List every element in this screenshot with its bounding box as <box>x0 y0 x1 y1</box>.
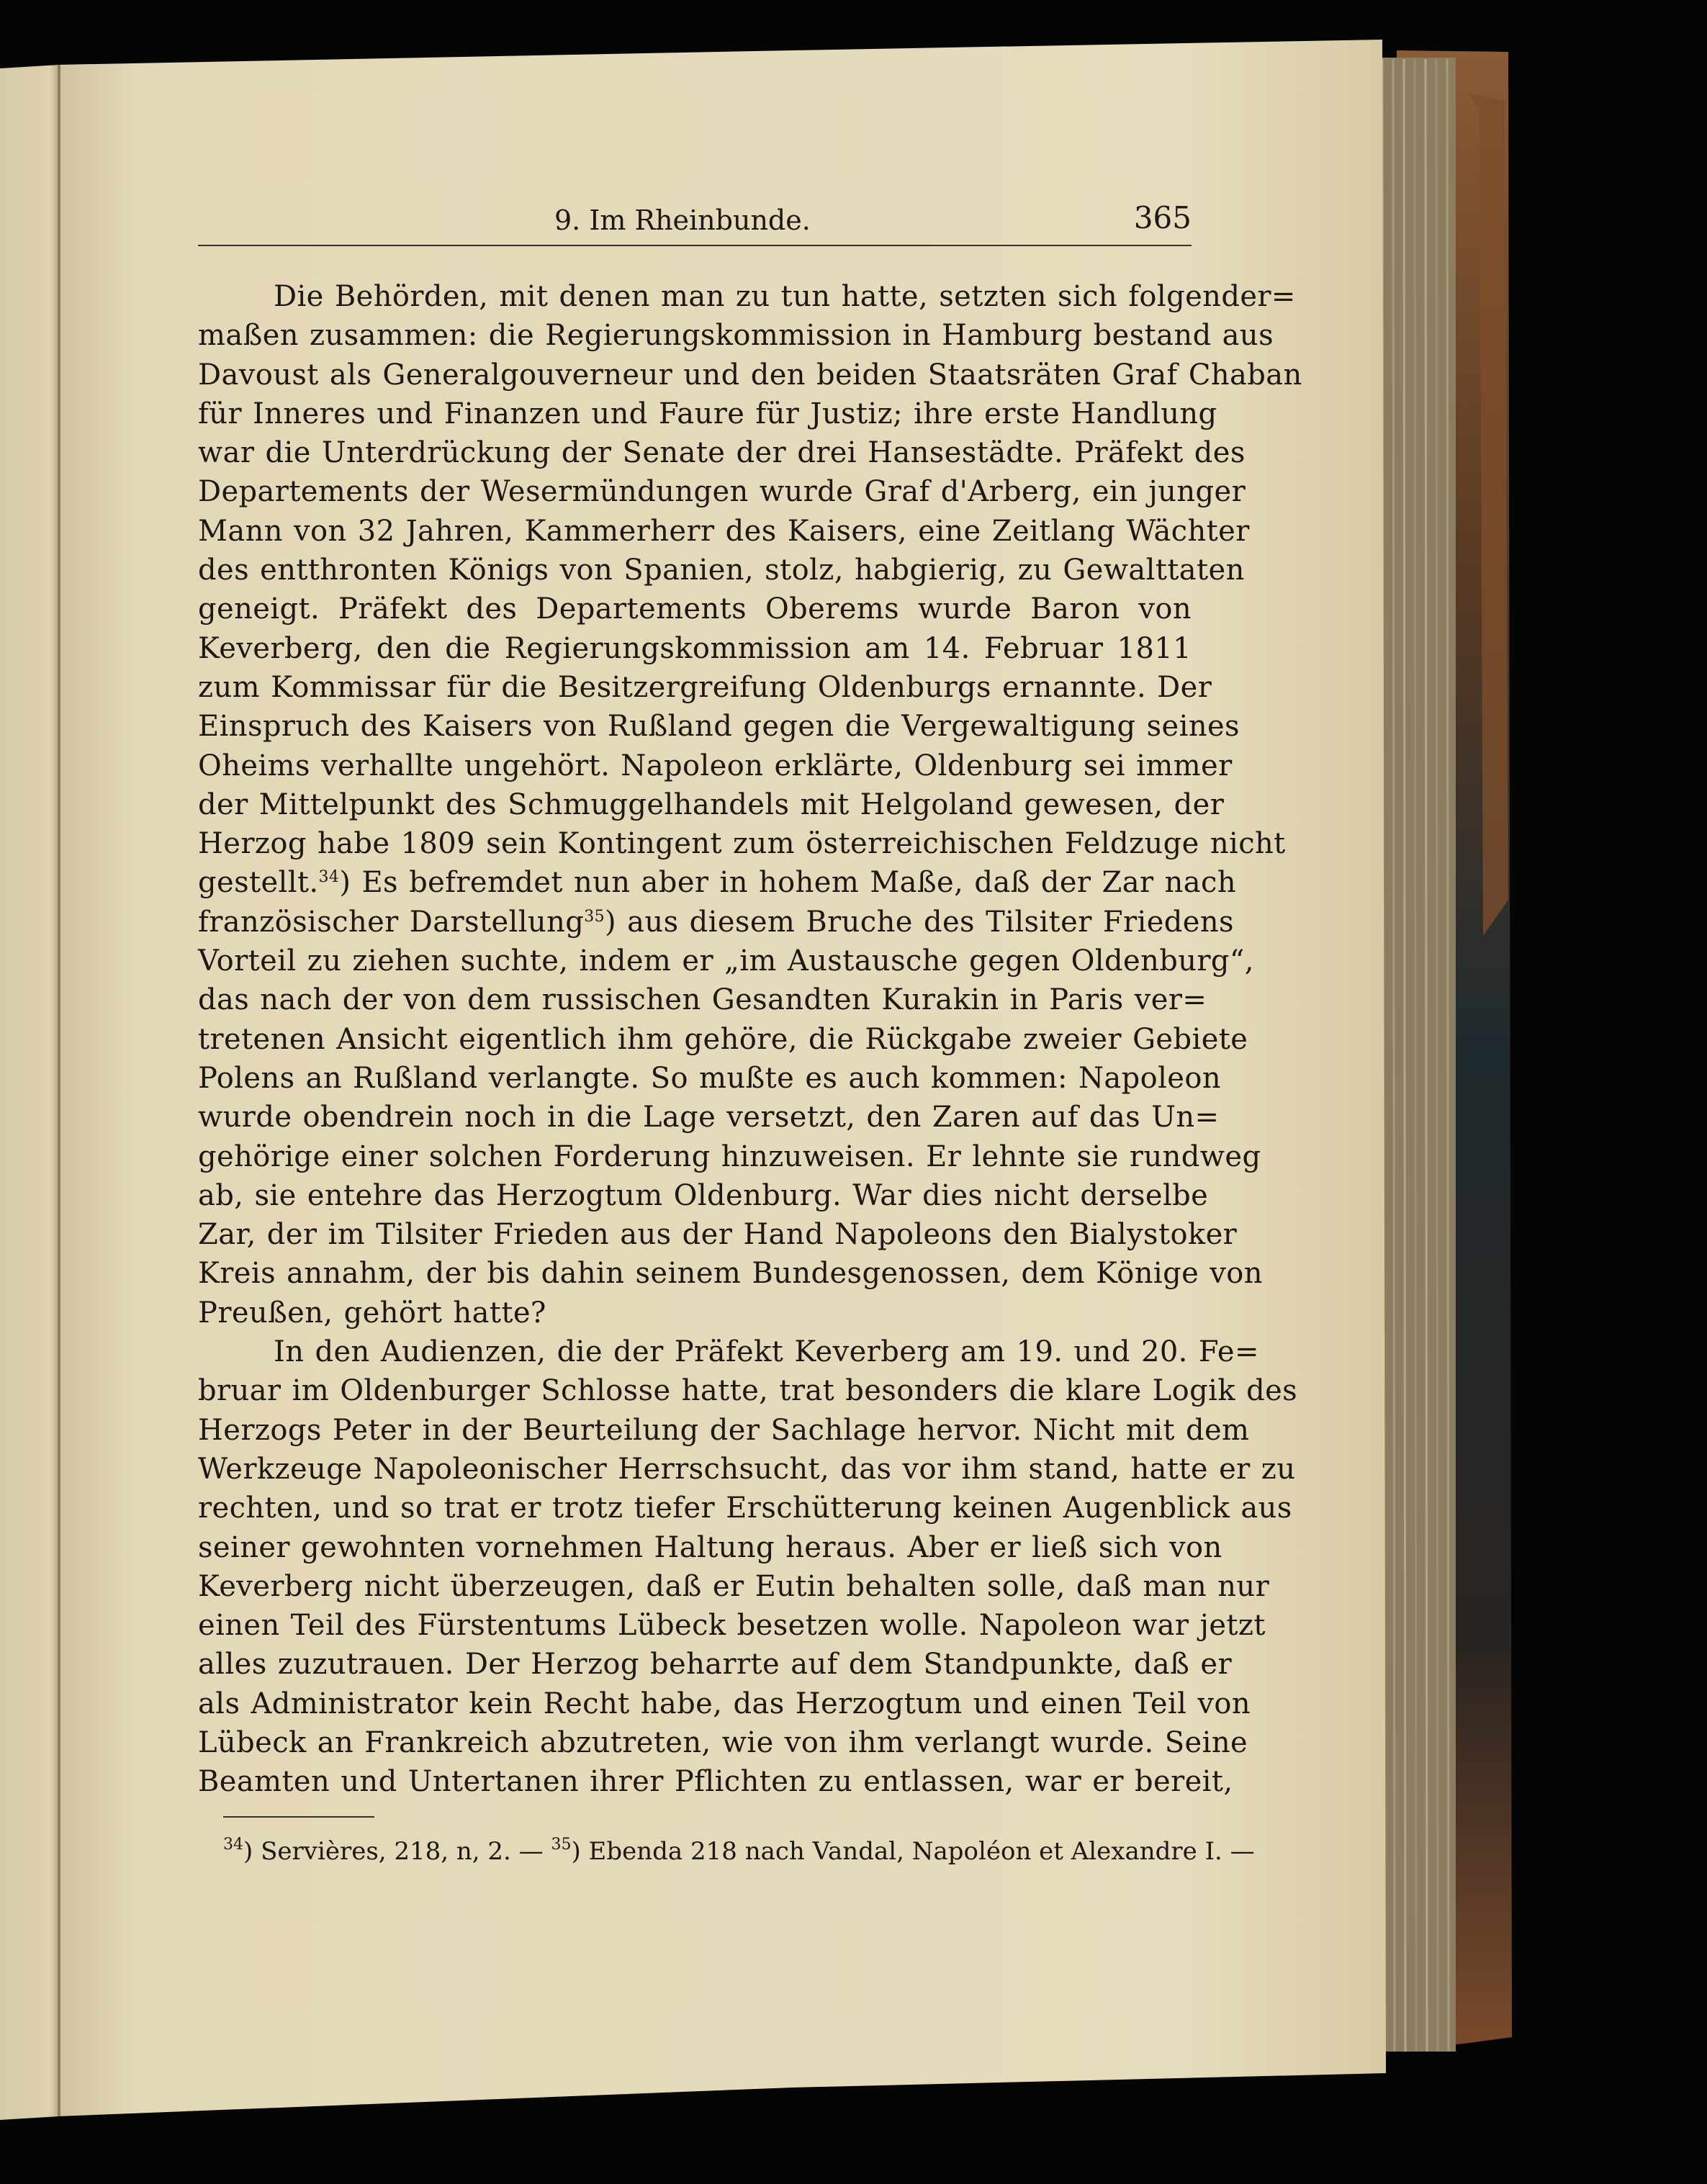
footnote <box>223 1836 1255 1866</box>
text-line: In den Audienzen, die der Präfekt Keverberg am 19. und 20. Fe= <box>274 1335 1259 1369</box>
text-line: Vorteil zu ziehen suchte, indem er „im Austausche gegen Oldenburg“, <box>198 944 1254 978</box>
body-text <box>198 277 1302 1802</box>
footnote-ref-34: 34 <box>318 868 340 887</box>
text-line: Departements der Wesermündungen wurde Graf d'Arberg, ein junger <box>198 475 1246 509</box>
text-line: Herzogs Peter in der Beurteilung der Sachlage hervor. Nicht mit dem <box>198 1413 1250 1447</box>
text-line: Kreis annahm, der bis dahin seinem Bundesgenossen, dem Könige von <box>198 1257 1263 1291</box>
text-line: ab, sie entehre das Herzogtum Oldenburg. War dies nicht derselbe <box>198 1178 1209 1212</box>
footnote-text-35: ) Ebenda 218 nach Vandal, Napoléon et Alexandre I. — <box>571 1837 1255 1866</box>
text-line: Die Behörden, mit denen man zu tun hatte, setzten sich folgender= <box>274 280 1296 313</box>
footnote-marker-35: 35 <box>551 1836 572 1854</box>
text-line: Oheims verhallte ungehört. Napoleon erklärte, Oldenburg sei immer <box>198 749 1233 782</box>
text-line: das nach der von dem russischen Gesandten Kurakin in Paris ver= <box>198 983 1207 1017</box>
text-line: bruar im Oldenburger Schlosse hatte, trat besonders die klare Logik des <box>198 1374 1298 1408</box>
text-segment: französischer Darstellung <box>198 905 585 939</box>
text-line: maßen zusammen: die Regierungskommission in Hamburg bestand aus <box>198 319 1274 353</box>
text-line: Polens an Rußland verlangte. So mußte es auch kommen: Napoleon <box>198 1061 1221 1095</box>
text-line: einen Teil des Fürstentums Lübeck besetzen wolle. Napoleon war jetzt <box>198 1609 1266 1643</box>
text-segment: ) Es befremdet nun aber in hohem Maße, daß der Zar nach <box>339 866 1236 900</box>
text-line: Lübeck an Frankreich abzutreten, wie von ihm verlangt wurde. Seine <box>198 1725 1248 1759</box>
text-line: alles zuzutrauen. Der Herzog beharrte auf dem Standpunkte, daß er <box>198 1648 1232 1682</box>
text-line: Preußen, gehört hatte? <box>198 1296 546 1330</box>
footnote-rule <box>223 1816 374 1818</box>
text-line: der Mittelpunkt des Schmuggelhandels mit Helgoland gewesen, der <box>198 788 1225 821</box>
text-line: gehörige einer solchen Forderung hinzuweisen. Er lehnte sie rundweg <box>198 1140 1261 1173</box>
text-line: zum Kommissar für die Besitzergreifung Oldenburgs ernannte. Der <box>198 670 1212 704</box>
footnote-marker-34: 34 <box>223 1836 243 1854</box>
footnote-text-34: ) Servières, 218, n, 2. — <box>243 1837 551 1866</box>
text-line: Keverberg, den die Regierungskommission am 14. Februar 1811 <box>198 631 1192 665</box>
text-segment: gestellt. <box>198 866 319 900</box>
paragraph-1 <box>198 277 1302 1332</box>
footnote-ref-35: 35 <box>584 907 605 926</box>
text-line: des entthronten Königs von Spanien, stolz, habgierig, zu Gewalttaten <box>198 554 1245 587</box>
left-page <box>0 65 59 2120</box>
text-line: seiner gewohnten vornehmen Haltung heraus. Aber er ließ sich von <box>198 1530 1222 1564</box>
running-head <box>198 200 1192 243</box>
text-line: war die Unterdrückung der Senate der drei Hansestädte. Präfekt des <box>198 436 1246 470</box>
text-line: Keverberg nicht überzeugen, daß er Eutin behalten solle, daß man nur <box>198 1569 1270 1603</box>
text-line-with-note <box>198 903 1234 942</box>
text-line-with-note <box>198 863 1236 902</box>
text-line: Zar, der im Tilsiter Frieden aus der Hand Napoleons den Bialystoker <box>198 1218 1238 1252</box>
text-line: Herzog habe 1809 sein Kontingent zum österreichischen Feldzuge nicht <box>198 827 1286 861</box>
text-line: für Inneres und Finanzen und Faure für Justiz; ihre erste Handlung <box>198 397 1217 430</box>
text-line: geneigt. Präfekt des Departements Oberems wurde Baron von <box>198 592 1192 626</box>
paragraph-2 <box>198 1332 1298 1802</box>
text-segment: ) aus diesem Bruche des Tilsiter Friedens <box>605 905 1234 939</box>
text-line: tretenen Ansicht eigentlich ihm gehöre, die Rückgabe zweier Gebiete <box>198 1022 1248 1056</box>
text-line: Mann von 32 Jahren, Kammerherr des Kaisers, eine Zeitlang Wächter <box>198 514 1250 548</box>
header-rule <box>198 245 1192 246</box>
text-line: rechten, und so trat er trotz tiefer Erschütterung keinen Augenblick aus <box>198 1492 1292 1525</box>
text-line: als Administrator kein Recht habe, das Herzogtum und einen Teil von <box>198 1687 1251 1720</box>
text-line: Davoust als Generalgouverneur und den beiden Staatsräten Graf Chaban <box>198 358 1302 392</box>
text-line: Beamten und Untertanen ihrer Pflichten zu entlassen, war er bereit, <box>198 1765 1233 1799</box>
text-line: Einspruch des Kaisers von Rußland gegen die Vergewaltigung seines <box>198 710 1240 744</box>
running-title: 9. Im Rheinbunde. <box>554 204 811 236</box>
page-edges <box>1377 58 1456 2052</box>
text-line: Werkzeuge Napoleonischer Herrschsucht, das vor ihm stand, hatte er zu <box>198 1452 1296 1486</box>
page-number: 365 <box>1133 200 1192 235</box>
text-line: wurde obendrein noch in die Lage versetzt, den Zaren auf das Un= <box>198 1101 1220 1134</box>
